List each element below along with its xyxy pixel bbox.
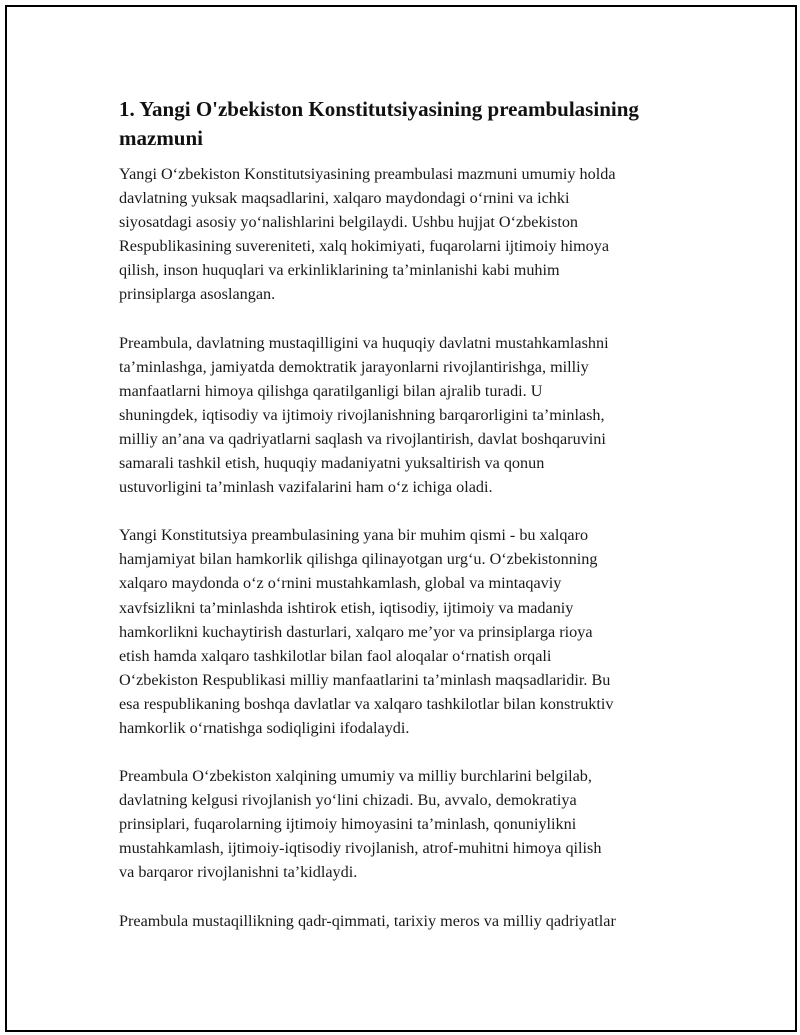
paragraph-line: siyosatdagi asosiy yo‘nalishlarini belgilaydi. Ushbu hujjat O‘zbekiston: [119, 213, 579, 232]
section-heading: [119, 95, 699, 153]
paragraph-line: hamkorlik o‘rnatishga sodiqligini ifodalaydi.: [119, 718, 410, 737]
paragraph-line: etish hamda xalqaro tashkilotlar bilan faol aloqalar o‘rnatish orqali: [119, 646, 552, 665]
paragraph: [119, 764, 699, 884]
paragraph-line: Yangi Konstitutsiya preambulasining yana bir muhim qismi - bu xalqaro: [119, 526, 589, 545]
paragraph-line: qilish, inson huquqlari va erkinliklarining ta’minlanishi kabi muhim: [119, 261, 560, 280]
paragraph-line: Preambula mustaqillikning qadr-qimmati, tarixiy meros va milliy qadriyatlar: [119, 911, 616, 930]
paragraph-line: xavfsizlikni ta’minlashda ishtirok etish, iqtisodiy, ijtimoiy va madaniy: [119, 598, 574, 617]
paragraph-line: samarali tashkil etish, huquqiy madaniyatni yuksaltirish va qonun: [119, 454, 545, 473]
paragraph-line: shuningdek, iqtisodiy va ijtimoiy rivojlanishning barqarorligini ta’minlash,: [119, 405, 605, 424]
paragraph-line: Preambula O‘zbekiston xalqining umumiy va milliy burchlarini belgilab,: [119, 767, 592, 786]
document-page: [5, 5, 797, 1032]
paragraph-line: davlatning kelgusi rivojlanish yo‘lini chizadi. Bu, avvalo, demokratiya: [119, 791, 577, 810]
paragraph: [119, 331, 699, 500]
paragraph-line: mustahkamlash, ijtimoiy-iqtisodiy rivojlanish, atrof-muhitni himoya qilish: [119, 839, 602, 858]
paragraph-line: prinsiplarga asoslangan.: [119, 285, 276, 304]
paragraph-line: esa respublikaning boshqa davlatlar va xalqaro tashkilotlar bilan konstruktiv: [119, 694, 614, 713]
paragraph-line: va barqaror rivojlanishni ta’kidlaydi.: [119, 863, 358, 882]
paragraph-line: prinsiplari, fuqarolarning ijtimoiy himoyasini ta’minlash, qonuniylikni: [119, 815, 577, 834]
paragraph-line: milliy an’ana va qadriyatlarni saqlash va rivojlantirish, davlat boshqaruvini: [119, 429, 606, 448]
paragraph: [119, 523, 699, 740]
paragraph: [119, 162, 699, 307]
paragraph-line: davlatning yuksak maqsadlarini, xalqaro maydondagi o‘rnini va ichki: [119, 189, 570, 208]
paragraph-line: hamjamiyat bilan hamkorlik qilishga qilinayotgan urg‘u. O‘zbekistonning: [119, 550, 598, 569]
heading-line: 1. Yangi O'zbekiston Konstitutsiyasining preambulasining: [119, 97, 639, 121]
paragraph-line: O‘zbekiston Respublikasi milliy manfaatlarini ta’minlash maqsadlaridir. Bu: [119, 670, 611, 689]
paragraph-line: ustuvorligini ta’minlash vazifalarini ham o‘z ichiga oladi.: [119, 478, 493, 497]
paragraph-line: ta’minlashga, jamiyatda demoktratik jarayonlarni rivojlantirishga, milliy: [119, 357, 589, 376]
paragraph-line: hamkorlikni kuchaytirish dasturlari, xalqaro me’yor va prinsiplarga rioya: [119, 622, 593, 641]
heading-line: mazmuni: [119, 126, 203, 150]
paragraph: [119, 909, 699, 933]
paragraph-line: Preambula, davlatning mustaqilligini va huquqiy davlatni mustahkamlashni: [119, 333, 609, 352]
paragraph-line: xalqaro maydonda o‘z o‘rnini mustahkamlash, global va mintaqaviy: [119, 574, 562, 593]
paragraph-line: Respublikasining suvereniteti, xalq hokimiyati, fuqarolarni ijtimoiy himoya: [119, 237, 610, 256]
paragraph-line: manfaatlarni himoya qilishga qaratilganligi bilan ajralib turadi. U: [119, 381, 543, 400]
document-body: [119, 95, 699, 957]
paragraph-line: Yangi O‘zbekiston Konstitutsiyasining preambulasi mazmuni umumiy holda: [119, 165, 616, 183]
